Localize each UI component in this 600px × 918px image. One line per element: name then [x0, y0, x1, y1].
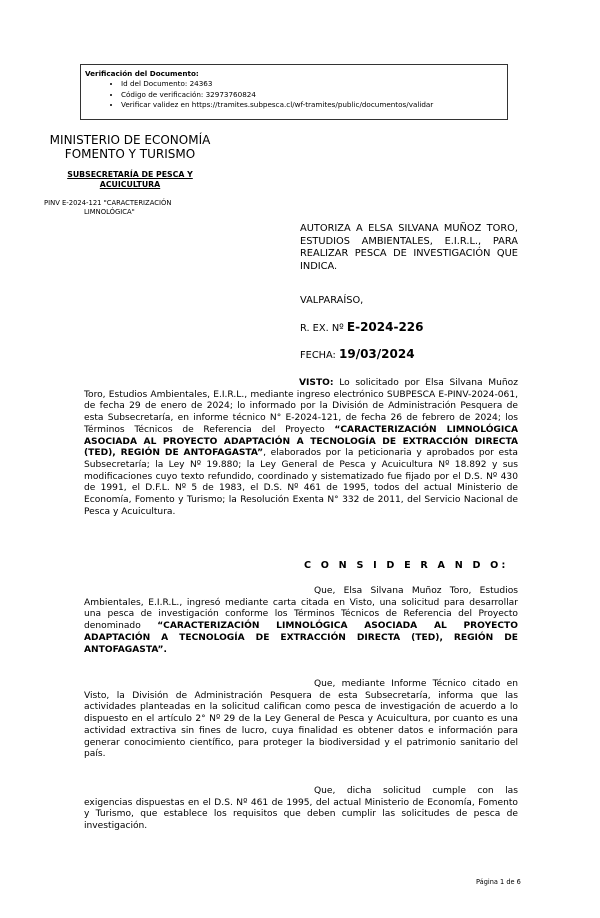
resolution-place: VALPARAÍSO,	[300, 295, 364, 306]
subsecretaria-line-1: SUBSECRETARÍA DE PESCA Y	[67, 170, 193, 179]
considerando-1-project: “CARACTERIZACIÓN LIMNOLÓGICA ASOCIADA AL PROYECTO ADAPTACIÓN A TECNOLOGÍA DE EXTRACCIÓN DIRECTA (TED), REGIÓN DE ANTOFAGASTA”.	[84, 621, 518, 655]
resolution-number	[300, 320, 424, 334]
considerando-3-text: Que, dicha solicitud cumple con las exigencias dispuestas en el D.S. Nº 461 de 1995, del actual Ministerio de Economía, Fomento y Turismo, que establece los requisitos que deben cumplir las solicitudes de pesca de investigación.	[84, 786, 518, 832]
visto-label: VISTO:	[299, 378, 334, 388]
pinv-reference	[44, 199, 214, 217]
pinv-line-2: LIMNOLÓGICA"	[84, 208, 135, 216]
rex-number: E-2024-226	[346, 320, 424, 334]
ministry-line-2: FOMENTO Y TURISMO	[64, 147, 196, 161]
subsecretaria-name	[40, 170, 220, 190]
date-label: FECHA:	[300, 350, 336, 361]
rex-label: R. EX. Nº	[300, 323, 344, 334]
page-number: Página 1 de 6	[476, 878, 521, 886]
considerando-paragraph-1	[84, 586, 518, 656]
considerando-1-text: Que, Elsa Silvana Muñoz Toro, Estudios Ambientales, E.I.R.L., ingresó mediante carta citada en Visto, una solicitud para desarrollar una pesca de investigación conforme los Términos Técnicos de Referencia del Proyecto denominado	[84, 586, 518, 632]
considerando-paragraph-3	[84, 786, 518, 833]
date-value: 19/03/2024	[339, 347, 415, 361]
verification-title: Verificación del Documento:	[85, 69, 199, 78]
subsecretaria-line-2: ACUICULTURA	[99, 180, 161, 189]
visto-paragraph	[84, 378, 518, 518]
visto-text-1: Lo solicitado por Elsa Silvana Muñoz Toro, Estudios Ambientales, E.I.R.L., mediante ingreso electrónico SUBPESCA E-PINV-2024-061, de fecha 29 de enero de 2024; lo informado por la División de Administración Pesquera de esta Subsecretaría, en informe técnico N° E-2024-121, de fecha 26 de febrero de 2024; los Términos Técnicos de Referencia del Proyecto	[84, 378, 518, 435]
ministry-name	[40, 133, 220, 161]
visto-project: “CARACTERIZACIÓN LIMNOLÓGICA ASOCIADA AL PROYECTO ADAPTACIÓN A TECNOLOGÍA DE EXTRACCIÓN DIRECTA (TED), REGIÓN DE ANTOFAGASTA”	[84, 424, 518, 459]
considerando-title: C O N S I D E R A N D O:	[304, 560, 509, 571]
verification-list	[85, 79, 507, 110]
pinv-line-1: PINV E-2024-121 "CARACTERIZACIÓN	[44, 199, 172, 207]
verification-box	[80, 64, 508, 120]
resolution-summary: AUTORIZA A ELSA SILVANA MUÑOZ TORO, ESTUDIOS AMBIENTALES, E.I.R.L., PARA REALIZAR PESCA DE INVESTIGACIÓN QUE INDICA.	[300, 223, 518, 272]
verification-code: • Código de verificación: 32973760824	[121, 90, 507, 100]
ministry-line-1: MINISTERIO DE ECONOMÍA	[49, 133, 211, 147]
resolution-date	[300, 347, 415, 361]
considerando-paragraph-2	[84, 679, 518, 761]
verification-link[interactable]: • Verificar validez en https://tramites.subpesca.cl/wf-tramites/public/documentos/validar	[121, 100, 507, 110]
visto-text-2: , elaborados por la peticionaria y aprobados por esta Subsecretaría; la Ley Nº 19.880; la Ley General de Pesca y Acuicultura Nº 18.892 y sus modificaciones cuyo texto refundido, coordinado y sistematizado fue fijado por el D.S. Nº 430 de 1991, el D.F.L. Nº 5 de 1983, el D.S. Nº 461 de 1995, todos del actual Ministerio de Economía, Fomento y Turismo; la Resolución Exenta N° 332 de 2011, del Servicio Nacional de Pesca y Acuicultura.	[84, 448, 518, 517]
considerando-2-text: Que, mediante Informe Técnico citado en Visto, la División de Administración Pesquera de esta Subsecretaría, informa que las actividades planteadas en la solicitud califican como pesca de investigación de acuerdo a lo dispuesto en el artículo 2° Nº 29 de la Ley General de Pesca y Acuicultura, por cuanto es una actividad extractiva sin fines de lucro, cuya finalidad es obtener datos e información para generar conocimiento científico, para proteger la biodiversidad y el patrimonio sanitario del país.	[84, 679, 518, 760]
verification-id: • Id del Documento: 24363	[121, 79, 507, 89]
